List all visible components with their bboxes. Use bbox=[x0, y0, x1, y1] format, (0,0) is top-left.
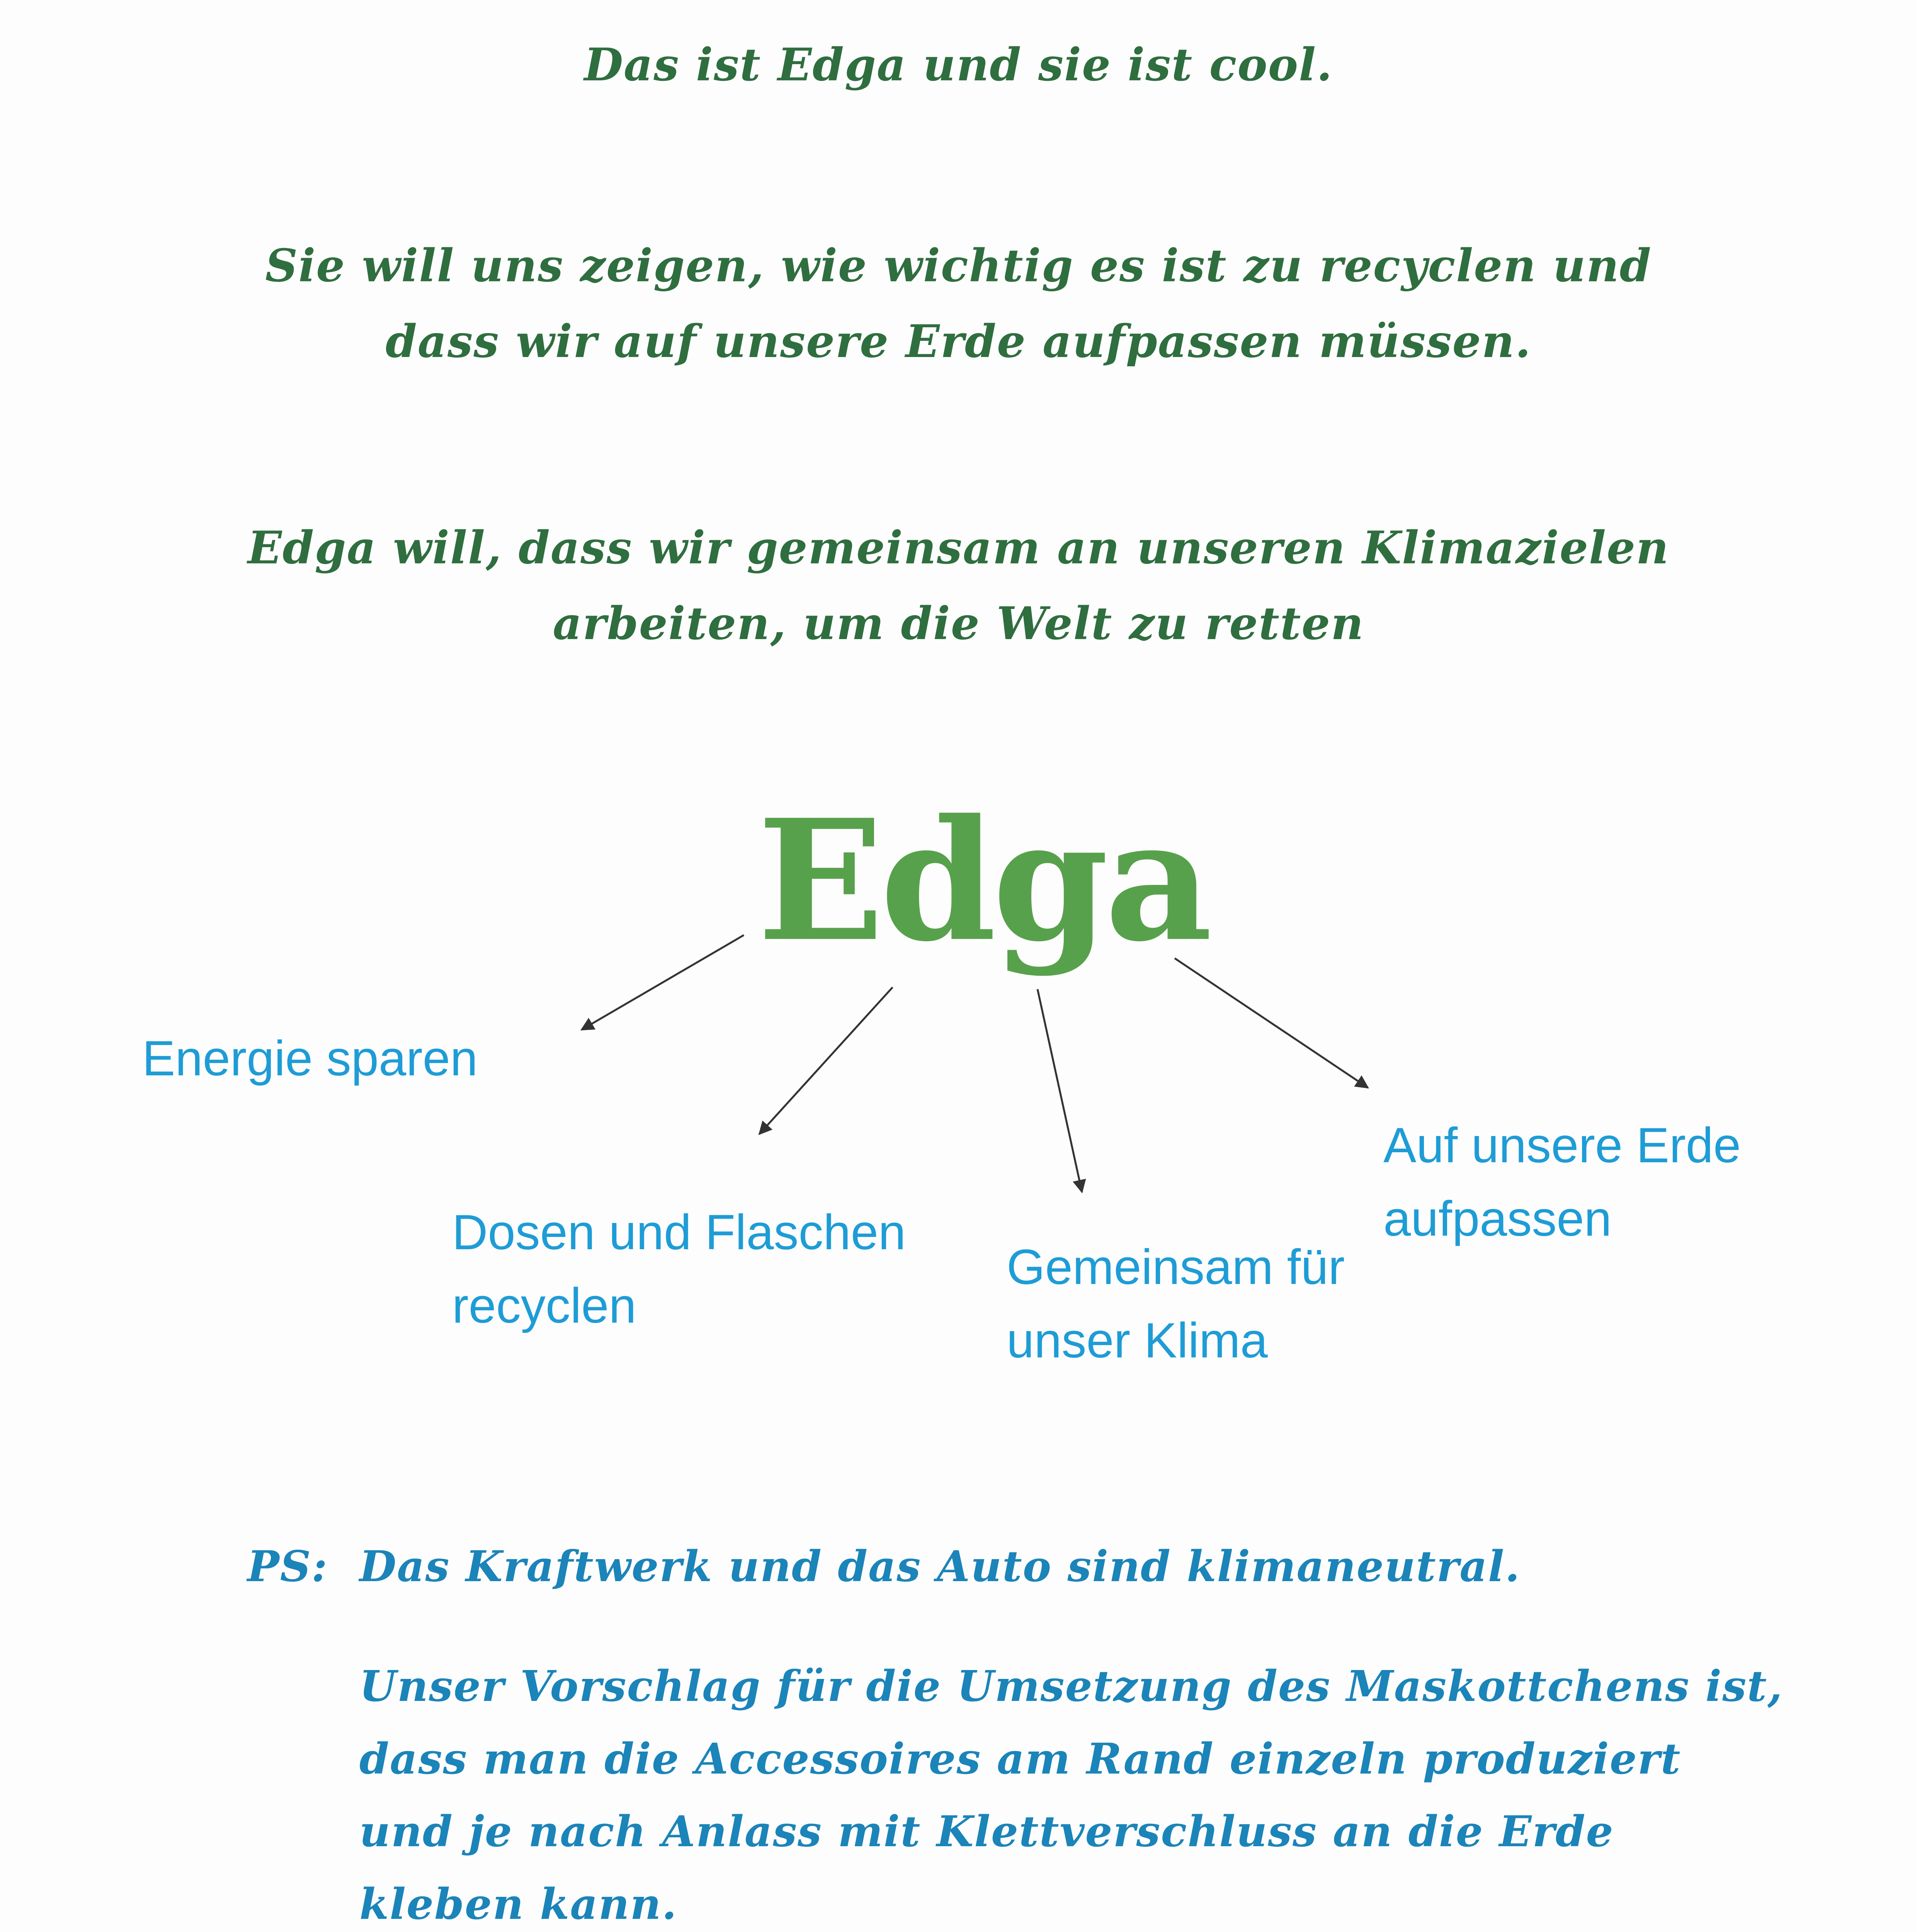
mindmap-branch-dosen bbox=[452, 1196, 906, 1343]
intro-paragraph-line: Edga will, dass wir gemeinsam an unseren Klimazielen bbox=[247, 522, 1670, 574]
arrow-to-gemeinsam bbox=[1038, 989, 1082, 1192]
ps-label: PS: bbox=[247, 1541, 328, 1591]
branch-line: Gemeinsam für bbox=[1007, 1240, 1345, 1295]
branch-line: aufpassen bbox=[1383, 1191, 1612, 1247]
ps-first-line: Das Kraftwerk und das Auto sind klimaneutral. bbox=[359, 1541, 1521, 1591]
branch-line: Energie sparen bbox=[142, 1031, 478, 1086]
ps-paragraph-line: kleben kann. bbox=[359, 1879, 677, 1929]
ps-paragraph-line: dass man die Accessoires am Rand einzeln produziert bbox=[359, 1734, 1681, 1784]
mindmap-center-title: Edga bbox=[757, 783, 1209, 978]
branch-line: Dosen und Flaschen bbox=[452, 1205, 906, 1260]
branch-line: recyclen bbox=[452, 1278, 636, 1333]
mindmap-branch-gemeinsam bbox=[1007, 1231, 1345, 1378]
branch-line: unser Klima bbox=[1007, 1313, 1268, 1368]
arrow-to-dosen bbox=[759, 987, 893, 1134]
arrow-to-energie bbox=[582, 935, 744, 1030]
ps-paragraph-line: Unser Vorschlag für die Umsetzung des Maskottchens ist, bbox=[359, 1661, 1783, 1711]
mindmap-branch-energie bbox=[142, 1022, 478, 1095]
intro-paragraph-line: arbeiten, um die Welt zu retten bbox=[553, 597, 1364, 650]
arrow-to-erde bbox=[1175, 958, 1368, 1088]
ps-paragraph-line: und je nach Anlass mit Klettverschluss an die Erde bbox=[359, 1806, 1614, 1856]
branch-line: Auf unsere Erde bbox=[1383, 1118, 1741, 1173]
intro-paragraph-line: dass wir auf unsere Erde aufpassen müssen. bbox=[385, 315, 1532, 368]
intro-line-text: Das ist Edga und sie ist cool. bbox=[584, 39, 1333, 91]
mindmap-branch-erde bbox=[1383, 1109, 1741, 1256]
ps-paragraph bbox=[359, 1650, 1828, 1932]
intro-paragraph-line: Sie will uns zeigen, wie wichtig es ist zu recyclen und bbox=[265, 240, 1652, 292]
